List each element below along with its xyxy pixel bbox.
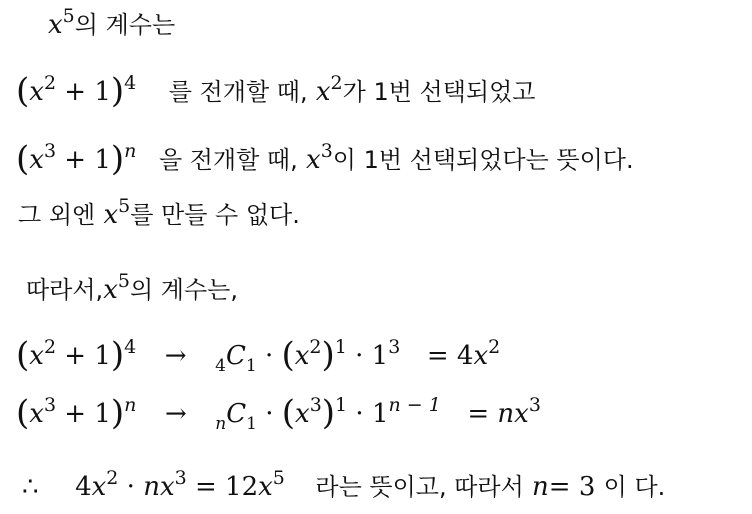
line-2-text-a: 를 전개할 때, [168,78,308,106]
line-5-text-b: 의 계수는, [129,276,238,304]
exponent: 3 [309,394,322,416]
variable-x: x [103,275,118,305]
plus-one: + 1 [64,145,111,175]
term-c-exponent: 5 [272,467,285,489]
arrow: → [164,399,187,429]
variable-x: x [48,10,63,40]
dot-operator: · [126,472,135,502]
outer-exponent: n [124,394,137,416]
open-paren: ( [16,335,30,375]
dot-operator: · [355,341,364,371]
variable-x: x [29,399,44,429]
arrow: → [164,341,187,371]
line-3 [16,139,634,179]
result-variable: x [473,341,489,371]
combination-c: C [225,341,246,371]
open-paren: ( [281,335,295,375]
dot-operator: · [264,341,274,371]
result-variable: x [514,399,529,429]
equals: = [194,472,217,502]
variable-x: x [29,145,44,175]
close-paren: ) [110,335,125,375]
equals: = [467,399,490,429]
line-8-text-b: 이 다. [603,473,666,501]
therefore-symbol: ∴ [22,472,39,502]
result-exponent: 2 [488,336,501,358]
close-paren: ) [110,139,125,179]
combination-r: 1 [246,414,257,434]
combination-r: 1 [245,356,257,376]
result-coefficient: n [497,399,515,429]
exponent: 3 [43,394,57,416]
line-5-text-a: 따라서, [26,276,104,304]
term-a-variable: x [91,472,107,502]
line-8 [22,467,666,502]
power: 1 [334,336,347,358]
line-2 [16,71,536,111]
outer-exponent: 4 [124,72,137,94]
plus-one: + 1 [64,399,111,429]
combination-n: 4 [215,356,226,376]
one: 1 [371,399,389,429]
combination-n: n [215,414,227,434]
exponent: 5 [117,270,130,292]
open-paren: ( [16,139,30,179]
variable-x: x [295,399,310,429]
exponent: 2 [43,336,57,358]
combination-c: C [226,399,247,429]
line-1-text: 의 계수는 [74,11,176,39]
result-coefficient: 4 [456,341,474,371]
term-b-coefficient: n [143,472,160,502]
term-b-variable: x [159,472,175,502]
exponent: 3 [320,140,333,162]
line-3-text-b: 이 1번 선택되었다는 뜻이다. [332,146,634,174]
term-a-coefficient: 4 [75,472,92,502]
outer-exponent: n [124,140,137,162]
exponent: 2 [43,72,57,94]
n-variable: n [532,472,549,502]
line-3-text-a: 을 전개할 때, [158,146,298,174]
n-equals-three: = 3 [548,472,596,502]
line-7 [16,393,541,434]
exponent: 5 [62,5,75,27]
variable-x: x [315,77,331,107]
term-b-exponent: 3 [174,467,187,489]
variable-x: x [103,200,119,230]
line-4-text-b: 를 만들 수 없다. [130,201,300,229]
line-8-text-a: 라는 뜻이고, 따라서 [315,473,524,501]
variable-x: x [29,77,44,107]
variable-x: x [294,341,310,371]
dot-operator: · [265,399,274,429]
exponent: 2 [330,72,343,94]
variable-x: x [29,341,44,371]
open-paren: ( [16,71,30,111]
result-exponent: 3 [528,394,541,416]
line-5 [26,270,238,305]
open-paren: ( [16,393,30,433]
line-4-text-a: 그 외엔 [18,201,96,229]
plus-one: + 1 [64,341,111,371]
one: 1 [371,341,389,371]
close-paren: ) [110,393,125,433]
open-paren: ( [281,393,296,433]
term-a-exponent: 2 [106,467,119,489]
term-c-coefficient: 12 [225,472,259,502]
exponent: 5 [118,195,131,217]
one-exponent: n − 1 [388,394,441,416]
line-2-text-b: 가 1번 선택되었고 [342,78,536,106]
close-paren: ) [321,393,336,433]
variable-x: x [306,145,321,175]
line-4 [18,195,300,230]
one-exponent: 3 [388,336,401,358]
term-c-variable: x [258,472,273,502]
line-6 [16,335,501,376]
line-1 [48,5,176,40]
exponent: 3 [43,140,57,162]
dot-operator: · [355,399,364,429]
equals: = [426,341,449,371]
plus-one: + 1 [64,77,111,107]
power: 1 [335,394,348,416]
outer-exponent: 4 [124,336,137,358]
exponent: 2 [309,336,322,358]
close-paren: ) [110,71,125,111]
close-paren: ) [321,335,335,375]
